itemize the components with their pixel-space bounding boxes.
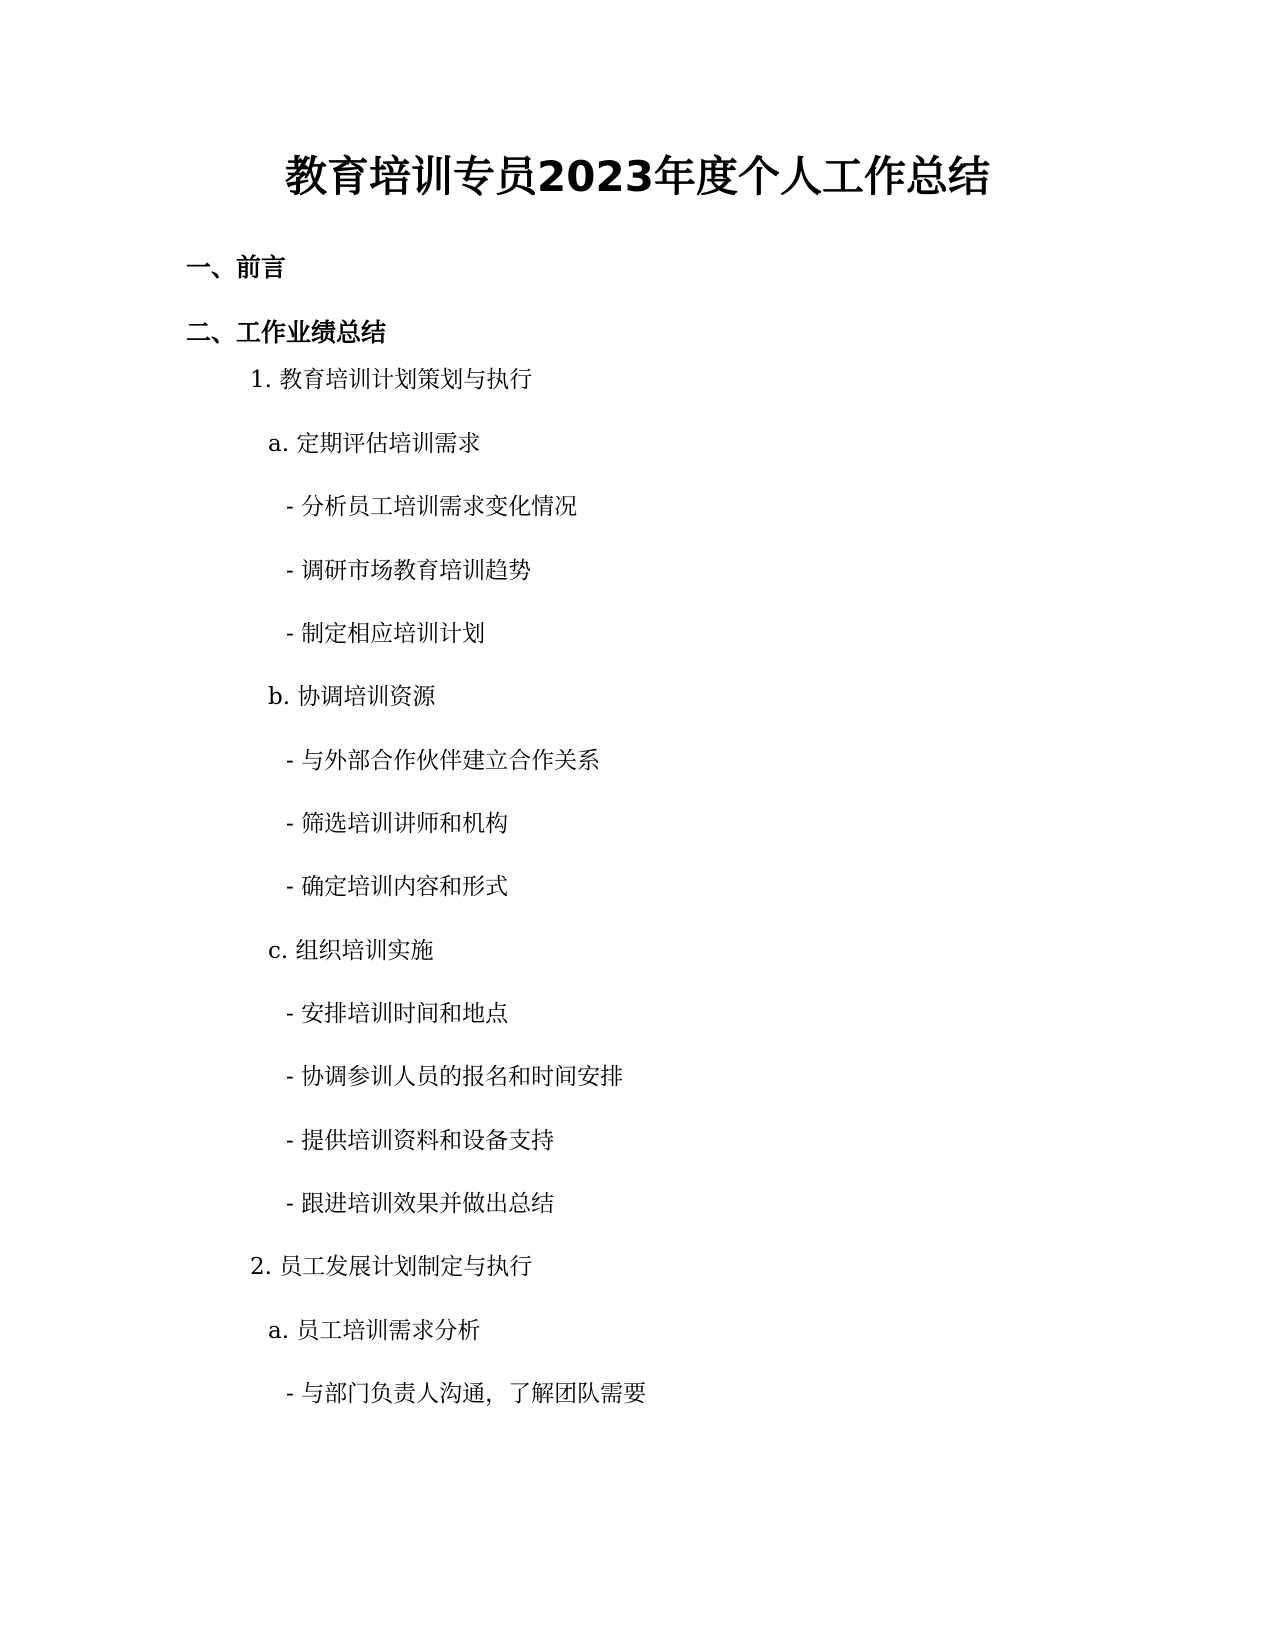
list-item-level3: - 跟进培训效果并做出总结 xyxy=(286,1191,555,1217)
section-heading-preface: 一、前言 xyxy=(186,253,287,282)
list-item-level3: - 与部门负责人沟通，了解团队需要 xyxy=(286,1381,647,1407)
list-item-level2: c. 组织培训实施 xyxy=(268,938,434,964)
list-item-level1: 1. 教育培训计划策划与执行 xyxy=(250,367,533,393)
list-item-level3: - 分析员工培训需求变化情况 xyxy=(286,494,578,520)
list-item-level3: - 制定相应培训计划 xyxy=(286,621,486,647)
section-heading-work-summary: 二、工作业绩总结 xyxy=(186,318,387,347)
list-item-level3: - 与外部合作伙伴建立合作关系 xyxy=(286,748,601,774)
list-item-level3: - 协调参训人员的报名和时间安排 xyxy=(286,1064,624,1090)
list-item-level2: a. 员工培训需求分析 xyxy=(268,1318,481,1344)
list-item-level1: 2. 员工发展计划制定与执行 xyxy=(250,1254,533,1280)
list-item-level3: - 调研市场教育培训趋势 xyxy=(286,558,532,584)
list-item-level3: - 提供培训资料和设备支持 xyxy=(286,1128,555,1154)
list-item-level2: b. 协调培训资源 xyxy=(268,684,436,710)
list-item-level3: - 安排培训时间和地点 xyxy=(286,1001,509,1027)
list-item-level2: a. 定期评估培训需求 xyxy=(268,431,481,457)
list-item-level3: - 筛选培训讲师和机构 xyxy=(286,811,509,837)
document-title: 教育培训专员2023年度个人工作总结 xyxy=(285,152,990,201)
list-item-level3: - 确定培训内容和形式 xyxy=(286,874,509,900)
